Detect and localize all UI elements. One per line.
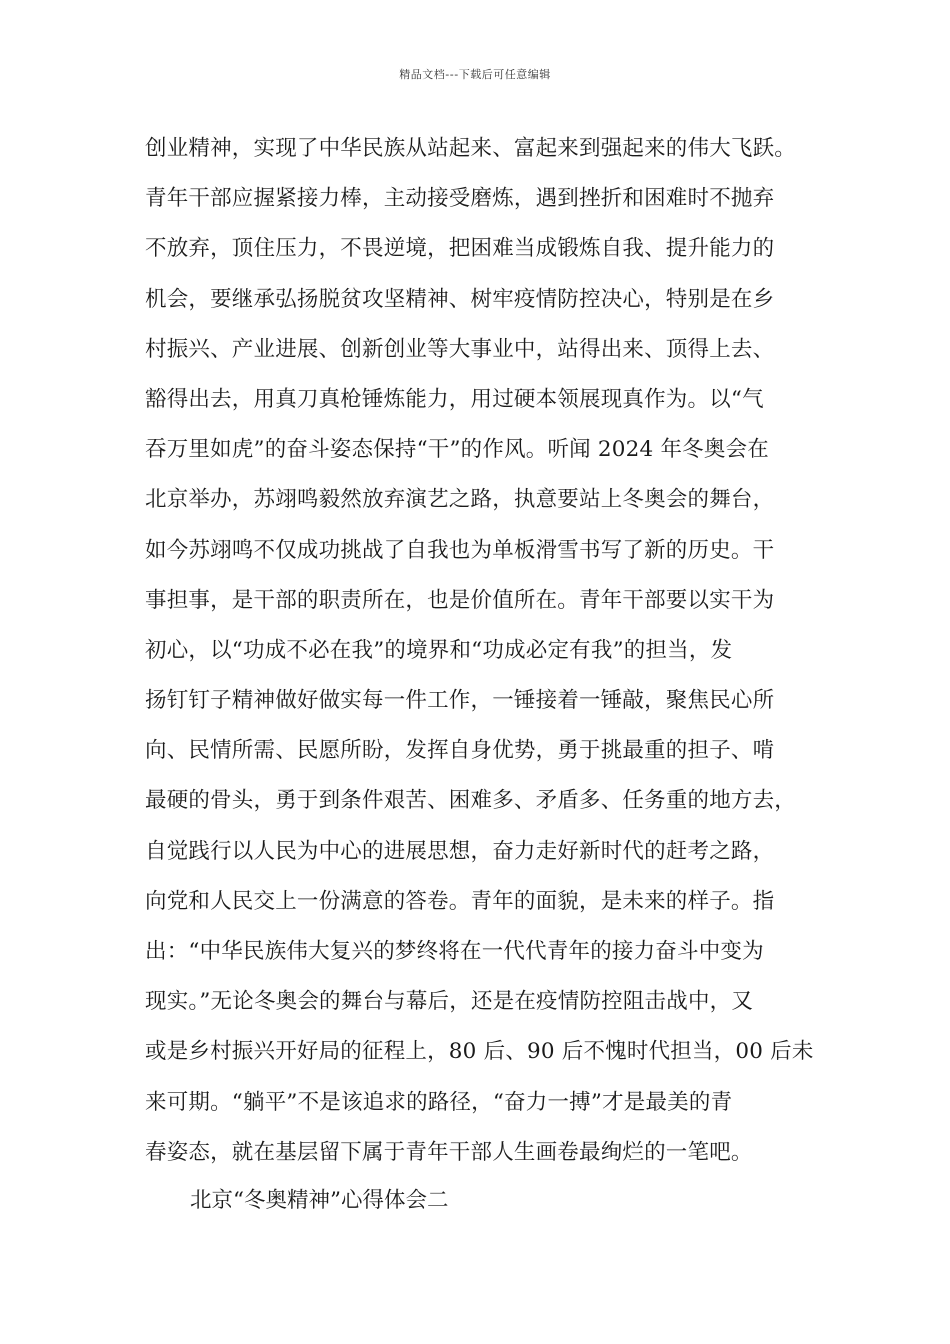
text-line: 青年干部应握紧接力棒，主动接受磨炼，遇到挫折和困难时不抛弃 bbox=[145, 186, 775, 212]
text-line: 创业精神，实现了中华民族从站起来、富起来到强起来的伟大飞跃。 bbox=[145, 136, 797, 161]
text-line: 村振兴、产业进展、创新创业等大事业中，站得出来、顶得上去、 bbox=[145, 336, 775, 362]
text-line: 扬钉钉子精神做好做实每一件工作，一锤接着一锤敲，聚焦民心所 bbox=[145, 688, 775, 714]
text-line: 初心，以“功成不必在我”的境界和“功成必定有我”的担当，发 bbox=[145, 637, 733, 663]
text-line: 来可期。“躺平”不是该追求的路径，“奋力一搏”才是最美的青 bbox=[145, 1089, 733, 1115]
text-line: 向党和人民交上一份满意的答卷。青年的面貌，是未来的样子。指 bbox=[145, 888, 775, 914]
text-line: 机会，要继承弘扬脱贫攻坚精神、树牢疫情防控决心，特别是在乡 bbox=[145, 286, 775, 312]
section-heading: 北京“冬奥精神”心得体会二 bbox=[190, 1188, 449, 1213]
text-line: 自觉践行以人民为中心的进展思想，奋力走好新时代的赶考之路， bbox=[145, 838, 775, 864]
text-line: 吞万里如虎”的奋斗姿态保持“干”的作风。听闻 2024 年冬奥会在 bbox=[145, 437, 769, 463]
text-line: 最硬的骨头，勇于到条件艰苦、困难多、矛盾多、任务重的地方去， bbox=[145, 788, 797, 814]
text-line: 或是乡村振兴开好局的征程上，80 后、90 后不愧时代担当，00 后未 bbox=[145, 1039, 814, 1065]
body-paragraph bbox=[145, 124, 825, 1178]
text-line: 春姿态，就在基层留下属于青年干部人生画卷最绚烂的一笔吧。 bbox=[145, 1139, 753, 1165]
text-line: 豁得出去，用真刀真枪锤炼能力，用过硬本领展现真作为。以“气 bbox=[145, 386, 764, 412]
text-line: 北京举办，苏翊鸣毅然放弃演艺之路，执意要站上冬奥会的舞台， bbox=[145, 487, 775, 513]
text-line: 如今苏翊鸣不仅成功挑战了自我也为单板滑雪书写了新的历史。干 bbox=[145, 537, 775, 563]
text-line: 出：“中华民族伟大复兴的梦终将在一代代青年的接力奋斗中变为 bbox=[145, 939, 764, 964]
text-line: 现实。”无论冬奥会的舞台与幕后，还是在疫情防控阻击战中，又 bbox=[145, 989, 754, 1015]
page-header: 精品文档---下载后可任意编辑 bbox=[399, 68, 551, 81]
text-line: 不放弃，顶住压力，不畏逆境，把困难当成锻炼自我、提升能力的 bbox=[145, 236, 775, 262]
text-line: 向、民情所需、民愿所盼，发挥自身优势，勇于挑最重的担子、啃 bbox=[145, 738, 775, 764]
text-line: 事担事，是干部的职责所在，也是价值所在。青年干部要以实干为 bbox=[145, 587, 775, 613]
